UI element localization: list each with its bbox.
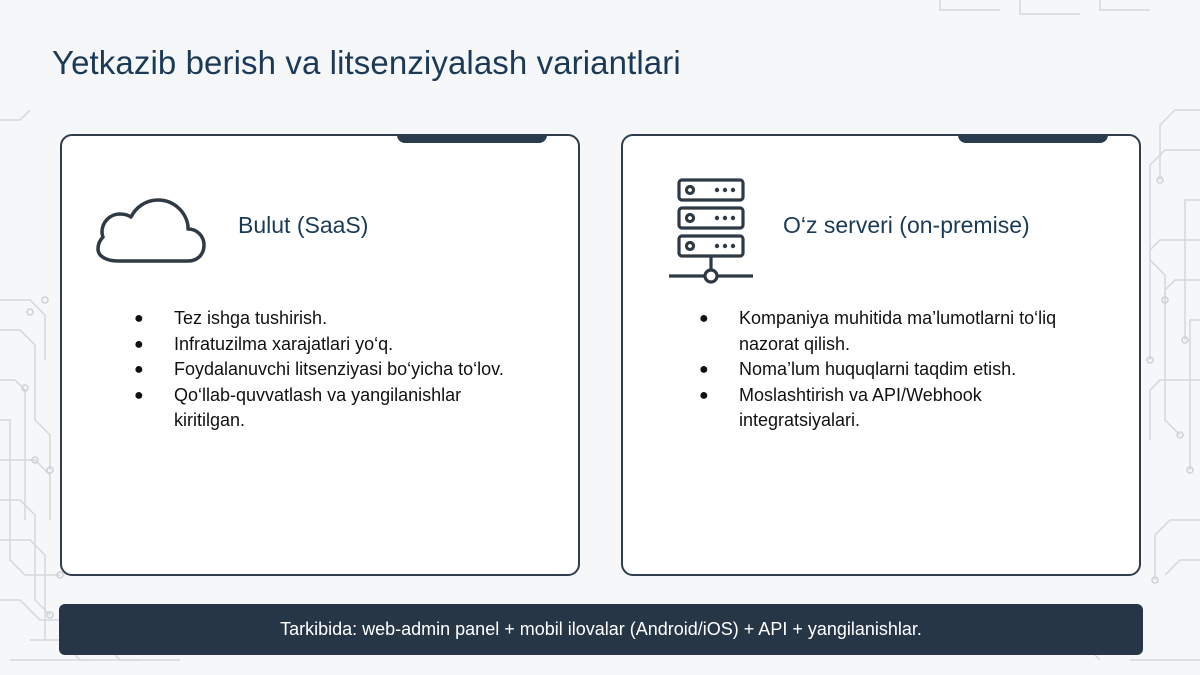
footer-text: Tarkibida: web-admin panel + mobil ilovalar (Android/iOS) + API + yangilanishlar.: [280, 619, 922, 639]
list-item: [699, 357, 1079, 383]
list-item-text: Kompaniya muhitida ma’lumotlarni to‘liq nazorat qilish.: [739, 308, 1057, 354]
list-item-text: Qo‘llab-quvvatlash va yangilanishlar kiritilgan.: [174, 384, 462, 430]
card-title: Bulut (SaaS): [238, 212, 369, 238]
list-item: [134, 332, 534, 358]
bullet-icon: ●: [699, 310, 709, 327]
bullet-icon: ●: [699, 386, 709, 404]
bullet-icon: ●: [134, 386, 144, 404]
list-item-text: Foydalanuvchi litsenziyasi bo‘yicha to‘lov.: [174, 359, 504, 379]
card-tab-accent: [397, 134, 547, 143]
bullet-icon: ●: [699, 361, 709, 378]
server-icon: [667, 176, 755, 289]
list-item: [134, 306, 534, 332]
list-item-text: Tez ishga tushirish.: [174, 308, 328, 328]
list-item: [699, 306, 1079, 357]
page-title: Yetkazib berish va litsenziyalash variantlari: [52, 44, 681, 81]
card-tab-accent: [958, 134, 1108, 143]
feature-list: [699, 306, 1079, 434]
list-item: [699, 383, 1079, 434]
list-item-text: Infratuzilma xarajatlari yo‘q.: [174, 333, 394, 354]
list-item: [134, 357, 534, 383]
bullet-icon: ●: [134, 335, 144, 353]
list-item: [134, 383, 534, 434]
on-premise-card: [621, 134, 1141, 576]
bullet-icon: ●: [134, 310, 144, 327]
footer-summary-bar: [59, 604, 1143, 655]
cloud-icon: [96, 194, 206, 271]
feature-list: [134, 306, 534, 434]
list-item-text: Noma’lum huquqlarni taqdim etish.: [739, 359, 1017, 379]
bullet-icon: ●: [134, 361, 144, 378]
list-item-text: Moslashtirish va API/Webhook integratsiyalari.: [739, 384, 982, 430]
card-title: O‘z serveri (on-premise): [783, 212, 1030, 238]
cloud-saas-card: [60, 134, 580, 576]
